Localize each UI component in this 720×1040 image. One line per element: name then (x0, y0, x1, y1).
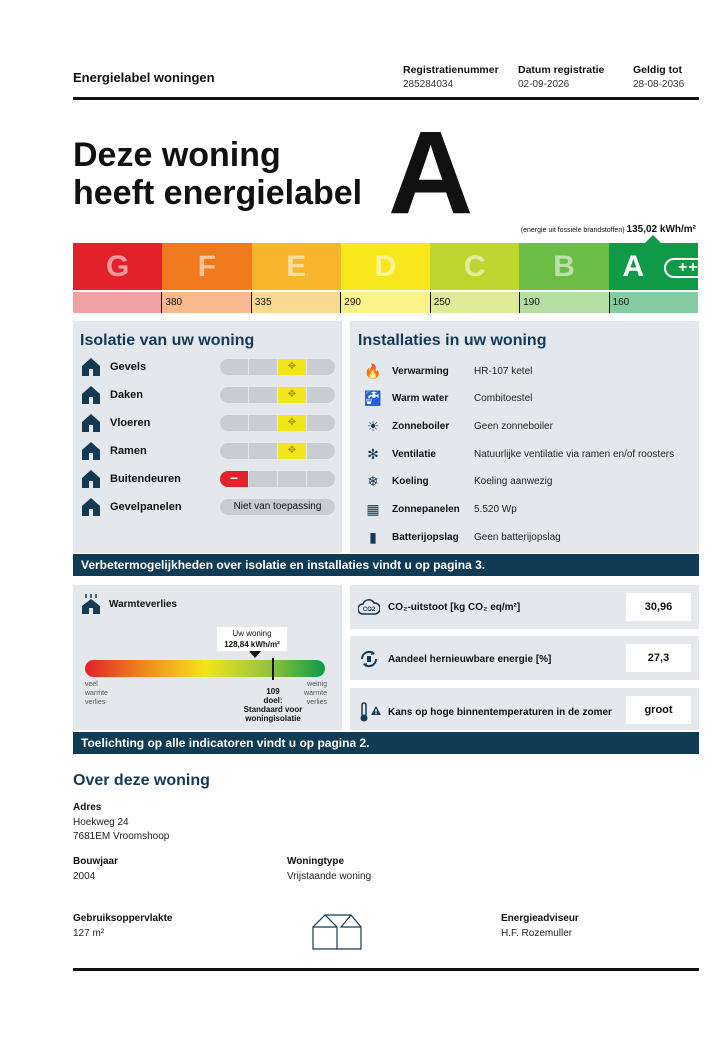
threshold-g (73, 292, 161, 313)
isolatie-label: Vloeren (110, 417, 151, 429)
status-segment (307, 415, 335, 431)
status-marker-yellow: ✥ (278, 387, 307, 403)
installatie-row (364, 445, 674, 463)
warmteverlies-panel (73, 585, 342, 730)
isolatie-label: Ramen (110, 445, 147, 457)
gebruiksoppervlakte-label: Gebruiksoppervlakte (73, 913, 173, 924)
isolatie-status-bar (220, 443, 335, 459)
kpi-co2-value: 30,96 (626, 593, 691, 621)
house-daken-icon (81, 385, 101, 405)
scale-letter: D (374, 249, 397, 283)
status-segment (249, 359, 278, 375)
kpi-renewable-value: 27,3 (626, 644, 691, 672)
kpi-temperature-label: Kans op hoge binnentemperaturen in de zomer (388, 706, 612, 718)
scale-class-a (609, 243, 720, 290)
scale-class-b (519, 243, 608, 290)
status-segment (307, 359, 335, 375)
installatie-row (364, 473, 552, 491)
headline (73, 136, 362, 212)
energieadviseur-label: Energieadviseur (501, 913, 579, 924)
kpi-renewable (350, 636, 699, 680)
installatie-value: Combitoestel (474, 393, 533, 405)
adres-label: Adres (73, 802, 102, 813)
thermometer-warning-icon (358, 701, 384, 723)
installatie-label: Warm water (392, 393, 449, 405)
status-segment (307, 387, 335, 403)
installatie-row (364, 362, 532, 380)
batterijopslag-icon: ▮ (369, 528, 377, 545)
installatie-label: Koeling (392, 476, 429, 488)
scale-letter: B (553, 249, 575, 283)
energy-thresholds (73, 292, 698, 313)
verwarming-icon: 🔥 (364, 362, 382, 379)
kpi-temperature-value: groot (626, 696, 691, 724)
isolatie-row-daken (81, 385, 143, 405)
scale-class-f (162, 243, 251, 290)
status-segment (220, 443, 249, 459)
co2-cloud-icon (358, 598, 380, 616)
isolatie-label: Gevels (110, 361, 147, 373)
scale-class-g (73, 243, 162, 290)
status-segment (307, 471, 335, 487)
house-gevels-icon (81, 357, 101, 377)
installatie-label: Zonnepanelen (392, 504, 460, 515)
geldig-tot-label: Geldig tot (633, 64, 682, 76)
energieadviseur-field (501, 913, 579, 941)
uw-woning-label: Uw woning (232, 629, 272, 638)
installatie-value: Geen batterijopslag (474, 531, 561, 543)
document-title: Energielabel woningen (73, 70, 215, 85)
footer-divider (73, 968, 699, 971)
installaties-title: Installaties in uw woning (358, 332, 547, 349)
status-segment (278, 471, 307, 487)
energy-usage-value: 135,02 kWh/m² (626, 224, 696, 235)
adres-line2: 7681EM Vroomshoop (73, 831, 170, 842)
installatie-label: Ventilatie (392, 448, 436, 460)
uw-woning-pointer (249, 651, 261, 658)
woningtype-field (287, 856, 371, 884)
isolatie-row-buitendeuren (81, 469, 181, 489)
adres-field (73, 802, 169, 844)
geldig-tot-value: 28-08-2036 (633, 79, 685, 90)
status-segment (249, 471, 278, 487)
installatie-value: HR-107 ketel (474, 365, 533, 377)
installatie-row (364, 501, 517, 519)
status-segment (220, 387, 249, 403)
warmteverlies-gauge (85, 660, 325, 677)
house-gevelpanelen-icon (81, 497, 101, 517)
adres-line1: Hoekweg 24 (73, 817, 129, 828)
over-woning-title: Over deze woning (73, 772, 210, 789)
isolatie-row-gevels (81, 357, 146, 377)
doel-value: 109 (266, 687, 280, 696)
isolatie-row-ramen (81, 441, 147, 461)
woningtype-value: Vrijstaande woning (287, 871, 372, 882)
gebruiksoppervlakte-value: 127 m² (73, 928, 105, 939)
threshold-b: 190 (519, 292, 608, 313)
scale-class-d (341, 243, 430, 290)
registratienummer-block (403, 64, 499, 90)
zonneboiler-icon: ☀ (366, 417, 380, 434)
status-segment (220, 415, 249, 431)
status-marker-yellow: ✥ (278, 359, 307, 375)
threshold-a: 160 (609, 292, 698, 313)
house-heat-icon (81, 593, 101, 615)
warmteverlies-header (81, 593, 177, 615)
gebruiksoppervlakte-field (73, 913, 172, 941)
installaties-panel (350, 321, 699, 553)
installatie-label: Batterijopslag (392, 531, 459, 543)
warm-water-icon: 🚰 (364, 390, 382, 407)
detached-house-icon (311, 911, 363, 951)
verbeter-banner: Verbetermogelijkheden over isolatie en installaties vindt u op pagina 3. (73, 554, 699, 576)
isolatie-row-gevelpanelen (81, 497, 182, 517)
datum-registratie-label: Datum registratie (518, 64, 605, 76)
installatie-value: Geen zonneboiler (474, 420, 553, 432)
scale-letter: C (463, 249, 486, 283)
installatie-row (364, 390, 532, 408)
scale-class-c (430, 243, 519, 290)
doel-text: doel: Standaard voor woningisolatie (243, 696, 303, 723)
threshold-f: 380 (161, 292, 250, 313)
status-segment (220, 359, 249, 375)
status-segment (249, 387, 278, 403)
installatie-row (364, 417, 553, 435)
scale-letter: E (286, 249, 307, 283)
energy-usage (430, 224, 696, 235)
registratienummer-value: 285284034 (403, 79, 454, 90)
kpi-temperature (350, 688, 699, 730)
current-label-pointer (645, 235, 661, 243)
scale-letter: A (622, 249, 645, 283)
isolatie-row-vloeren (81, 413, 150, 433)
woningtype-label: Woningtype (287, 856, 345, 867)
headline-line1: Deze woning (73, 136, 281, 174)
bouwjaar-field (73, 856, 118, 884)
status-segment (249, 443, 278, 459)
warmteverlies-title: Warmteverlies (109, 598, 177, 610)
datum-registratie-value: 02-09-2026 (518, 79, 570, 90)
geldig-tot-block (633, 64, 684, 90)
status-marker-red: − (220, 471, 249, 487)
isolatie-status-bar (220, 359, 335, 375)
svg-text:CO2: CO2 (362, 607, 376, 613)
ventilatie-icon: ✻ (367, 445, 379, 462)
threshold-d: 290 (340, 292, 429, 313)
scale-letter: G (105, 249, 130, 283)
energy-usage-note: (energie uit fossiele brandstoffen) (520, 227, 625, 234)
energy-scale (73, 243, 720, 290)
renewable-cycle-icon (358, 649, 380, 669)
veel-warmteverlies-label: veel warmte verlies (85, 681, 108, 706)
isolatie-status-bar (220, 387, 335, 403)
status-segment (307, 443, 335, 459)
isolatie-title: Isolatie van uw woning (80, 332, 255, 349)
installatie-value: Koeling aanwezig (474, 476, 553, 488)
house-buitendeuren-icon (81, 469, 101, 489)
installatie-value: 5.520 Wp (474, 504, 517, 515)
house-vloeren-icon (81, 413, 101, 433)
installatie-label: Zonneboiler (392, 420, 450, 432)
weinig-warmteverlies-label: weinig warmte verlies (304, 681, 327, 706)
scale-letter: F (197, 249, 217, 283)
installatie-row (364, 528, 561, 546)
energieadviseur-value: H.F. Rozemuller (501, 928, 573, 939)
kpi-renewable-label: Aandeel hernieuwbare energie [%] (388, 653, 552, 665)
isolatie-status-nvt: Niet van toepassing (220, 499, 335, 515)
isolatie-label: Gevelpanelen (110, 501, 182, 513)
threshold-e: 335 (251, 292, 340, 313)
headline-line2: heeft energielabel (73, 174, 363, 212)
toelichting-banner: Toelichting op alle indicatoren vindt u op pagina 2. (73, 732, 699, 754)
header-divider (73, 97, 699, 100)
isolatie-status-bar (220, 471, 335, 487)
house-ramen-icon (81, 441, 101, 461)
installatie-value: Natuurlijke ventilatie via ramen en/of roosters (474, 448, 675, 460)
big-energy-label: A (388, 107, 474, 239)
datum-registratie-block (518, 64, 604, 90)
status-marker-yellow: ✥ (278, 443, 307, 459)
status-segment (249, 415, 278, 431)
koeling-icon: ❄ (367, 473, 379, 490)
kpi-co2 (350, 585, 699, 629)
isolatie-status-bar (220, 415, 335, 431)
installatie-label: Verwarming (392, 365, 449, 377)
threshold-c: 250 (430, 292, 519, 313)
kpi-co2-label: CO₂-uitstoot [kg CO₂ eq/m²] (388, 601, 521, 613)
status-marker-yellow: ✥ (278, 415, 307, 431)
registratienummer-label: Registratienummer (403, 64, 499, 76)
doel-block (239, 687, 307, 723)
isolatie-label: Daken (110, 389, 144, 401)
scale-class-e (252, 243, 341, 290)
plus-rating: ++++ (664, 258, 720, 278)
bouwjaar-label: Bouwjaar (73, 856, 119, 867)
bouwjaar-value: 2004 (73, 871, 96, 882)
zonnepanelen-icon: ▦ (366, 501, 380, 517)
isolatie-label: Buitendeuren (110, 473, 181, 485)
uw-woning-callout (217, 627, 287, 651)
isolatie-panel (73, 321, 342, 553)
uw-woning-value: 128,84 kWh/m² (224, 640, 280, 649)
doel-marker (272, 658, 274, 680)
